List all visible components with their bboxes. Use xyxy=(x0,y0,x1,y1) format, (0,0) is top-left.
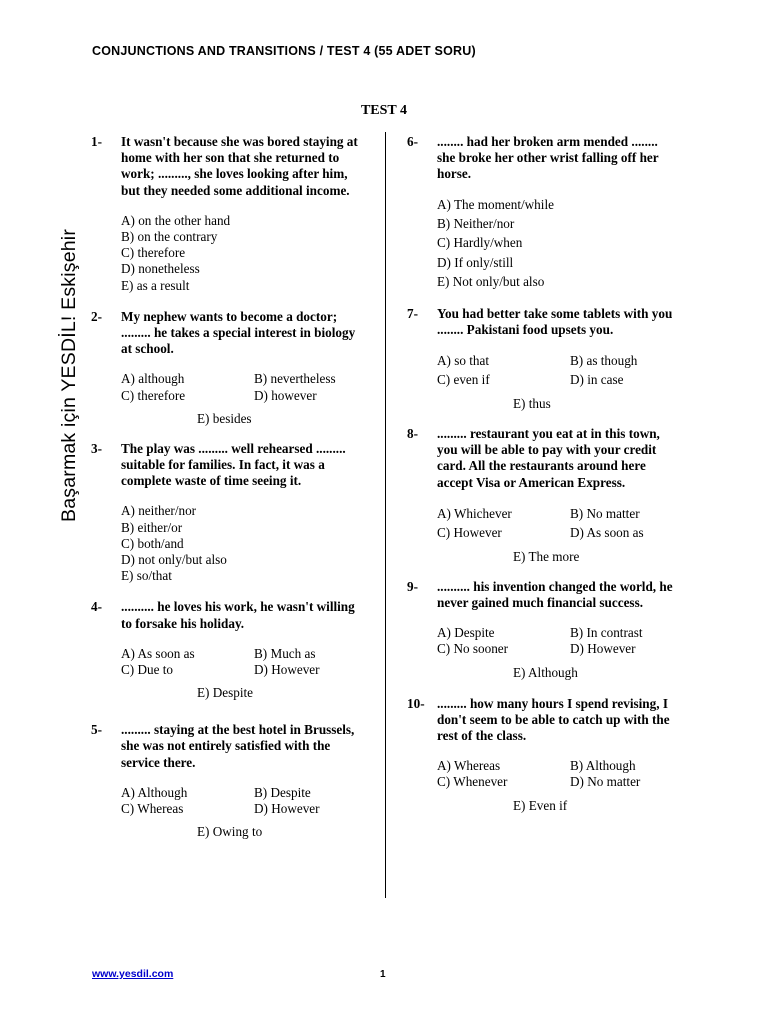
option-b: B) Despite xyxy=(254,784,311,800)
option-e: E) Even if xyxy=(513,797,568,813)
question-2 xyxy=(91,309,391,427)
answer-options xyxy=(437,195,707,292)
answer-options xyxy=(437,351,707,412)
answer-options xyxy=(437,625,707,680)
question-number: 2- xyxy=(91,308,102,324)
question-6 xyxy=(407,134,707,292)
question-text: .......... his invention changed the world, he never gained much financial success. xyxy=(437,578,673,611)
option-c: C) Due to xyxy=(121,662,174,678)
option-d: D) As soon as xyxy=(570,524,644,540)
option-c: C) Whenever xyxy=(437,774,508,790)
question-number: 7- xyxy=(407,305,418,321)
question-number: 6- xyxy=(407,134,418,149)
option-c: C) No sooner xyxy=(437,641,509,657)
option-a: A) Although xyxy=(121,784,188,800)
answer-options xyxy=(121,646,391,701)
option-e: E) as a result xyxy=(121,277,190,293)
question-number: 3- xyxy=(91,440,102,456)
option-b: B) as though xyxy=(570,353,638,369)
page-header: CONJUNCTIONS AND TRANSITIONS / TEST 4 (55 ADET SORU) xyxy=(92,44,476,58)
question-10 xyxy=(407,696,707,814)
option-d: D) If only/still xyxy=(437,254,514,270)
question-1 xyxy=(91,134,391,294)
option-e: E) Not only/but also xyxy=(437,274,545,290)
question-3 xyxy=(91,441,391,585)
question-5 xyxy=(91,722,391,840)
right-column xyxy=(407,134,707,814)
option-b: B) on the contrary xyxy=(121,229,218,245)
option-d: D) however xyxy=(254,387,317,403)
option-e: E) besides xyxy=(197,410,252,426)
option-d: D) However xyxy=(254,662,320,678)
question-number: 8- xyxy=(407,426,418,442)
option-a: A) on the other hand xyxy=(121,212,231,228)
option-b: B) Although xyxy=(570,758,636,774)
option-b: B) Neither/nor xyxy=(437,216,515,232)
option-a: A) Despite xyxy=(437,625,495,641)
option-a: A) although xyxy=(121,371,185,387)
question-text: The play was ......... well rehearsed ......... suitable for families. In fact, it was a complete waste of time seeing it. xyxy=(121,440,346,489)
option-e: E) thus xyxy=(513,396,551,412)
option-e: E) The more xyxy=(513,548,580,564)
question-text: ........ had her broken arm mended ........ she broke her other wrist falling off her horse. xyxy=(437,134,659,182)
question-text: You had better take some tablets with you ........ Pakistani food upsets you. xyxy=(437,305,673,337)
question-text: My nephew wants to become a doctor; ......... he takes a special interest in biology at school. xyxy=(121,308,356,357)
option-e: E) Owing to xyxy=(197,824,263,840)
option-d: D) However xyxy=(254,801,320,817)
question-text: ......... staying at the best hotel in Brussels, she was not entirely satisfied with the service there. xyxy=(121,722,355,770)
page-number: 1 xyxy=(380,969,386,980)
option-d: D) not only/but also xyxy=(121,552,227,568)
option-c: C) Whereas xyxy=(121,801,184,817)
question-text: It wasn't because she was bored staying at home with her son that she returned to work; ........., she loves looking after him, but they needed some additional income. xyxy=(121,134,358,198)
answer-options xyxy=(121,503,391,584)
option-d: D) No matter xyxy=(570,774,641,790)
option-a: A) Whichever xyxy=(437,505,512,521)
answer-options xyxy=(121,213,391,294)
answer-options xyxy=(121,371,391,426)
option-d: D) However xyxy=(570,641,636,657)
option-a: A) so that xyxy=(437,353,490,369)
answer-options xyxy=(121,785,391,840)
option-b: B) either/or xyxy=(121,519,183,535)
question-number: 1- xyxy=(91,134,102,149)
question-text: .......... he loves his work, he wasn't willing to forsake his holiday. xyxy=(121,599,355,631)
option-c: C) even if xyxy=(437,372,490,388)
option-c: C) However xyxy=(437,524,502,540)
answer-options xyxy=(437,758,707,813)
side-watermark-text: Başarmak için YESDİL! Eskişehir xyxy=(58,228,80,522)
option-a: A) neither/nor xyxy=(121,503,197,519)
option-a: A) Whereas xyxy=(437,758,501,774)
answer-options xyxy=(437,504,707,565)
test-title: TEST 4 xyxy=(360,103,408,118)
question-9 xyxy=(407,579,707,681)
question-number: 9- xyxy=(407,578,418,594)
option-d: D) nonetheless xyxy=(121,261,200,277)
question-text: ......... how many hours I spend revising, I don't seem to be able to catch up with the rest of the class. xyxy=(437,695,670,744)
option-b: B) nevertheless xyxy=(254,371,336,387)
question-4 xyxy=(91,599,391,701)
option-a: A) As soon as xyxy=(121,645,195,661)
option-e: E) so/that xyxy=(121,568,172,584)
option-a: A) The moment/while xyxy=(437,196,554,212)
question-number: 10- xyxy=(407,695,425,711)
option-c: C) both/and xyxy=(121,535,184,551)
option-b: B) Much as xyxy=(254,645,316,661)
question-number: 4- xyxy=(91,599,102,615)
website-link[interactable]: www.yesdil.com xyxy=(92,968,174,980)
option-c: C) therefore xyxy=(121,245,186,261)
option-c: C) therefore xyxy=(121,387,186,403)
left-column xyxy=(91,134,391,840)
option-e: E) Despite xyxy=(197,685,254,701)
option-c: C) Hardly/when xyxy=(437,235,523,251)
option-b: B) In contrast xyxy=(570,625,643,641)
option-e: E) Although xyxy=(513,664,578,680)
question-number: 5- xyxy=(91,722,102,738)
question-7 xyxy=(407,306,707,412)
question-8 xyxy=(407,426,707,565)
option-d: D) in case xyxy=(570,372,624,388)
question-text: ......... restaurant you eat at in this town, you will be able to pay with your credit card. All the restaurants around here accept Visa or American Express. xyxy=(437,426,660,490)
option-b: B) No matter xyxy=(570,505,640,521)
